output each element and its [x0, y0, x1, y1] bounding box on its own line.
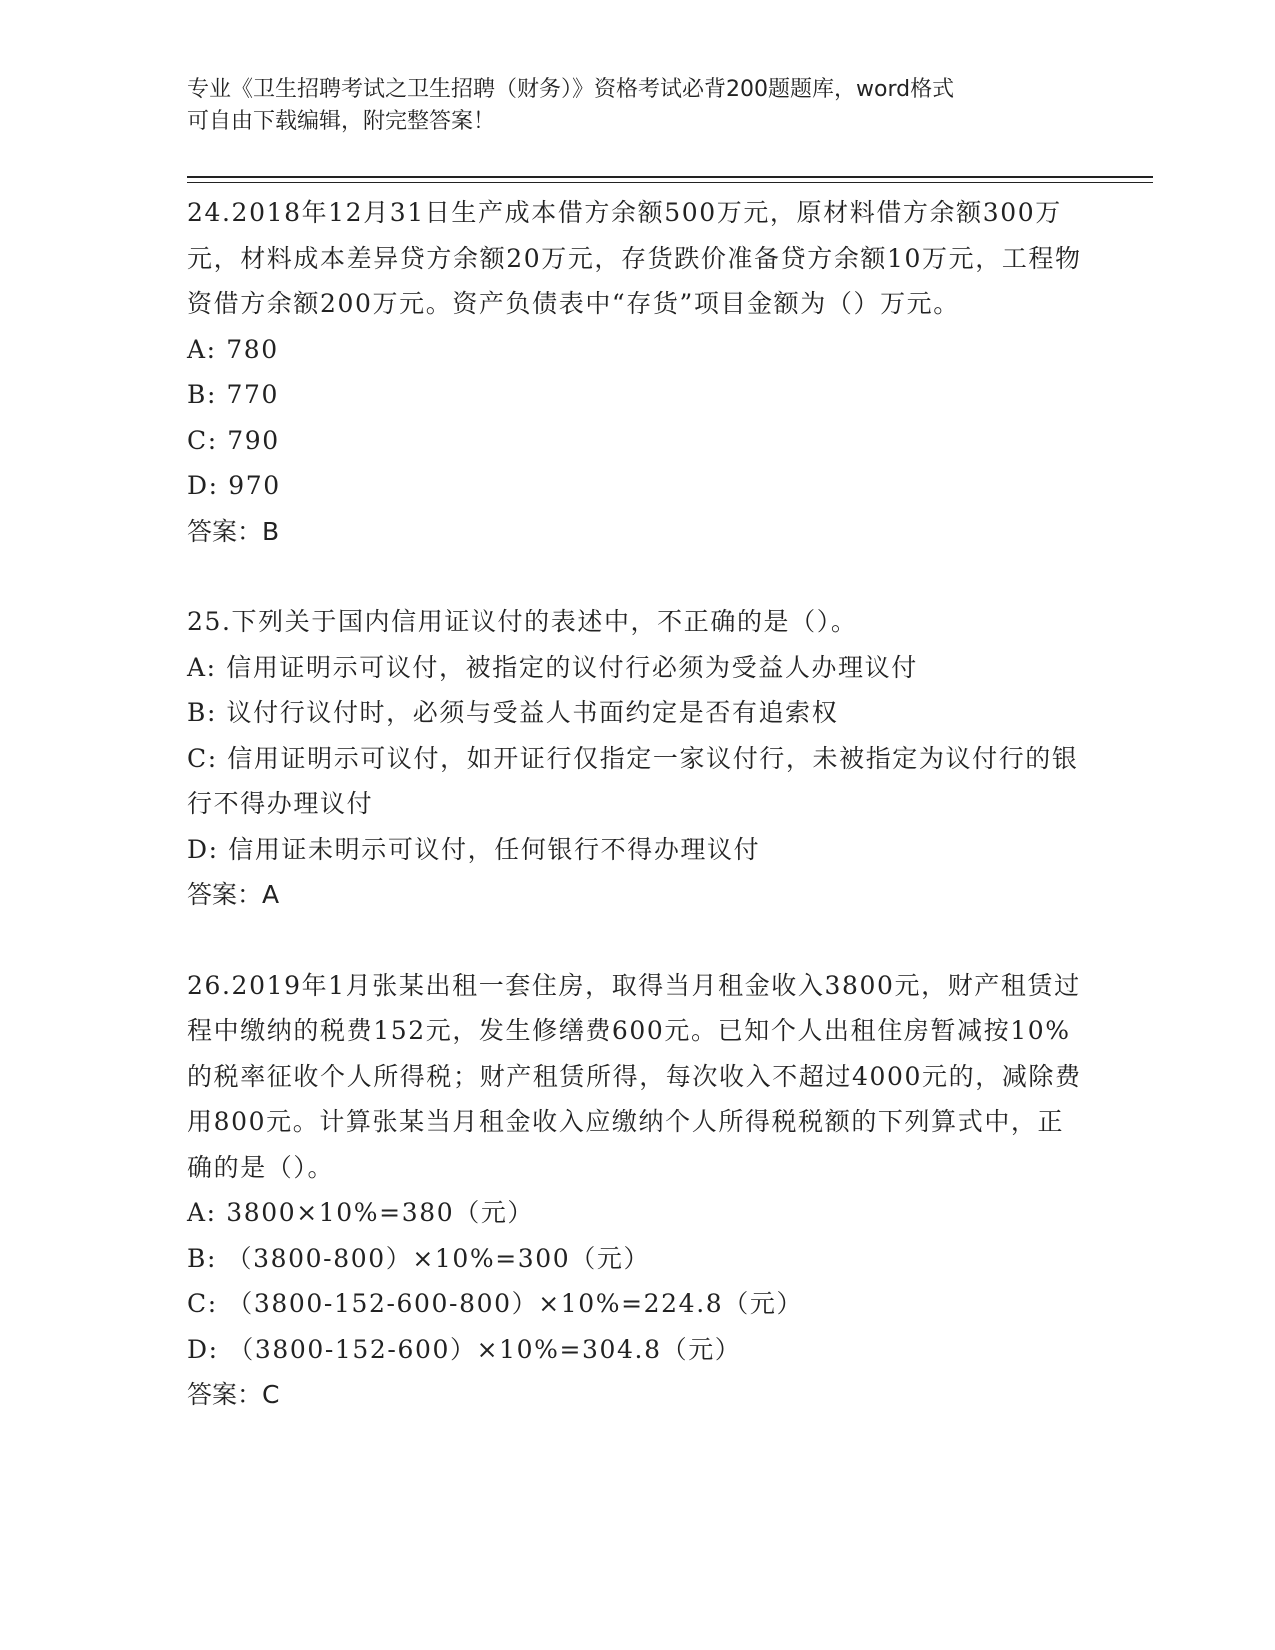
option-d: D: 970	[187, 471, 281, 500]
document-header	[187, 74, 1067, 138]
question-stem: 24.2018年12月31日生产成本借方余额500万元，原材料借方余额300万元，材料成本差异贷方余额20万元，存货跌价准备贷方余额10万元，工程物资借方余额200万元。资产负债表中“存货”项目金额为（）万元。	[187, 198, 1082, 318]
option-d: D: 信用证未明示可议付，任何银行不得办理议付	[187, 834, 761, 864]
option-b: B: （3800-800）×10%=300（元）	[187, 1243, 651, 1273]
question-26	[187, 963, 1087, 1418]
header-line-1: 专业《卫生招聘考试之卫生招聘（财务）》资格考试必背200题题库，word格式	[187, 77, 955, 102]
question-25	[187, 599, 1087, 918]
option-b: B: 770	[187, 380, 280, 409]
option-b: B: 议付行议付时，必须与受益人书面约定是否有追索权	[187, 698, 839, 727]
option-c: C: 信用证明示可议付，如开证行仅指定一家议付行，未被指定为议付行的银行不得办理议付	[187, 743, 1079, 818]
option-a: A: 信用证明示可议付，被指定的议付行必须为受益人办理议付	[187, 652, 918, 682]
question-spacer	[187, 554, 1087, 599]
answer-text: 答案：C	[187, 1380, 280, 1409]
question-spacer	[187, 918, 1087, 963]
option-d: D: （3800-152-600）×10%=304.8（元）	[187, 1334, 742, 1364]
question-24	[187, 190, 1087, 554]
question-stem: 25.下列关于国内信用证议付的表述中，不正确的是（）。	[187, 607, 858, 636]
answer-text: 答案：B	[187, 516, 280, 546]
header-divider-thin	[187, 182, 1153, 183]
option-a: A: 3800×10%=380（元）	[187, 1198, 535, 1227]
question-stem: 26.2019年1月张某出租一套住房，取得当月租金收入3800元，财产租赁过程中缴纳的税费152元，发生修缮费600元。已知个人出租住房暂减按10%的税率征收个人所得税；财产租赁所得，每次收入不超过4000元的，减除费用800元。计算张某当月租金收入应缴纳个人所得税税额的下列算式中，正确的是（）。	[187, 970, 1082, 1182]
header-divider-thick	[187, 176, 1153, 178]
header-line-2: 可自由下载编辑，附完整答案！	[187, 109, 496, 134]
option-c: C: 790	[187, 425, 280, 455]
option-a: A: 780	[187, 334, 279, 364]
answer-text: 答案：A	[187, 880, 280, 909]
question-list	[187, 190, 1087, 1418]
option-c: C: （3800-152-600-800）×10%=224.8（元）	[187, 1289, 804, 1318]
